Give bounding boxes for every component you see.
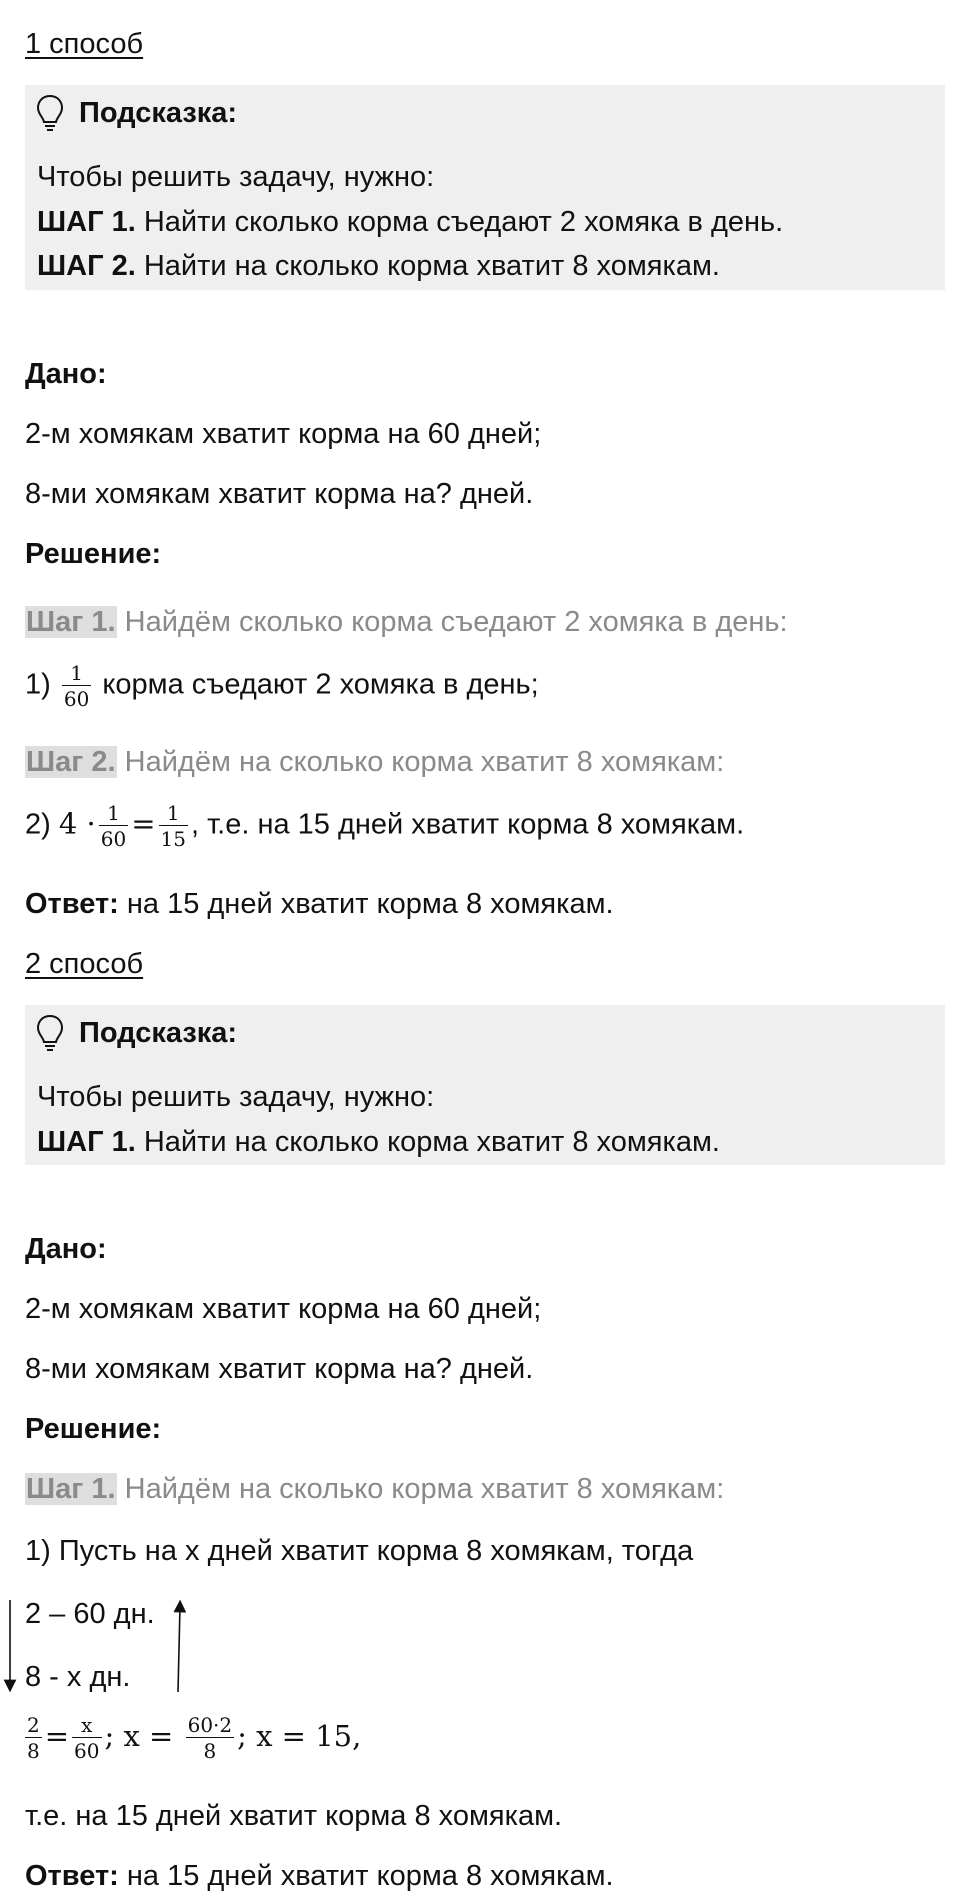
method2-prop-line1: 2 – 60 дн. [25, 1598, 155, 1630]
answer-label: Ответ: [25, 1860, 119, 1892]
method1-given-label: Дано: [25, 358, 107, 390]
fraction [99, 803, 128, 849]
step2-text: Найдём на сколько корма хватит 8 хомякам: [116, 746, 725, 778]
up-arrow-icon [178, 1606, 180, 1692]
fraction-numerator: 1 [99, 803, 128, 826]
fraction-numerator: 1 [62, 663, 91, 686]
answer-text: на 15 дней хватит корма 8 хомякам. [118, 888, 614, 920]
method2-result-line: т.е. на 15 дней хватит корма 8 хомякам. [25, 1800, 563, 1832]
line1-prefix: 1) [25, 668, 51, 701]
line2-prefix: 2) [25, 808, 51, 841]
step2-label: Шаг 2. [26, 746, 116, 778]
method1-hint-step1 [37, 208, 783, 237]
method1-line2 [25, 803, 744, 849]
fraction [62, 663, 91, 709]
line2-coef: 4 · [58, 806, 96, 841]
fraction-denominator: 15 [160, 827, 186, 851]
fraction-denominator: 60 [63, 687, 90, 711]
step1-label: Шаг 1. [26, 606, 116, 638]
hint-step1-text: Найти сколько корма съедают 2 хомяка в день. [135, 206, 784, 238]
method1-heading: 1 способ [25, 28, 144, 60]
fraction-denominator: 60 [100, 827, 127, 851]
answer-text: на 15 дней хватит корма 8 хомякам. [118, 1860, 614, 1892]
lightbulb-icon [35, 93, 65, 133]
method1-given-line2: 8-ми хомякам хватит корма на? дней. [25, 478, 534, 510]
line1-suffix: корма съедают 2 хомяка в день; [102, 668, 539, 701]
method1-line1 [25, 663, 539, 709]
method2-prop-line2: 8 - х дн. [25, 1661, 131, 1693]
line2-suffix: , т.е. на 15 дней хватит корма 8 хомякам. [190, 808, 745, 841]
equals-sign: = [131, 806, 156, 841]
fraction-numerator: 1 [159, 803, 188, 826]
method2-hint-step1 [37, 1128, 720, 1157]
method1-hint-step2 [37, 252, 720, 281]
fraction-denominator: 8 [27, 1739, 40, 1763]
method2-solution-label: Решение: [25, 1413, 162, 1445]
method2-given-label: Дано: [25, 1233, 107, 1265]
method2-answer [25, 1862, 614, 1891]
eq-mid: ; x = [104, 1719, 174, 1753]
method2-hint-intro: Чтобы решить задачу, нужно: [37, 1081, 435, 1113]
fraction [72, 1715, 101, 1761]
method1-solution-label: Решение: [25, 538, 162, 570]
method1-hint-intro: Чтобы решить задачу, нужно: [37, 161, 435, 193]
fraction [159, 803, 188, 849]
fraction-numerator: 60·2 [187, 1713, 233, 1737]
hint-step2-label: ШАГ 2. [37, 250, 136, 282]
fraction-denominator: 60 [74, 1739, 100, 1763]
fraction [186, 1715, 235, 1761]
fraction [25, 1715, 42, 1761]
method2-given-line1: 2-м хомякам хватит корма на 60 дней; [25, 1293, 542, 1325]
method1-hint-title: Подсказка: [79, 97, 238, 129]
method2-hint-box [25, 1005, 945, 1165]
hint-step1-label: ШАГ 1. [37, 1126, 136, 1158]
lightbulb-icon [35, 1013, 65, 1053]
method1-answer [25, 890, 614, 919]
step1-text: Найдём сколько корма съедают 2 хомяка в день: [116, 606, 788, 638]
step1-label: Шаг 1. [26, 1473, 116, 1505]
method1-given-line1: 2-м хомякам хватит корма на 60 дней; [25, 418, 542, 450]
method1-hint-box [25, 85, 945, 290]
equals-sign: = [44, 1719, 70, 1753]
method1-step1 [25, 608, 788, 637]
method2-line1: 1) Пусть на х дней хватит корма 8 хомякам, тогда [25, 1535, 694, 1567]
method1-step2 [25, 748, 724, 777]
hint-step2-text: Найти на сколько корма хватит 8 хомякам. [135, 250, 720, 282]
hint-step1-label: ШАГ 1. [37, 206, 136, 238]
hint-step1-text: Найти на сколько корма хватит 8 хомякам. [135, 1126, 720, 1158]
fraction-denominator: 8 [203, 1739, 217, 1763]
step1-text: Найдём на сколько корма хватит 8 хомякам: [116, 1473, 725, 1505]
method2-heading: 2 способ [25, 948, 144, 980]
eq-end: ; x = 15, [237, 1719, 362, 1753]
method2-equation [22, 1715, 361, 1761]
method2-given-line2: 8-ми хомякам хватит корма на? дней. [25, 1353, 534, 1385]
method2-step1 [25, 1475, 724, 1504]
method2-hint-title: Подсказка: [79, 1017, 238, 1049]
answer-label: Ответ: [25, 888, 119, 920]
fraction-numerator: x [72, 1715, 101, 1738]
fraction-numerator: 2 [27, 1713, 40, 1737]
